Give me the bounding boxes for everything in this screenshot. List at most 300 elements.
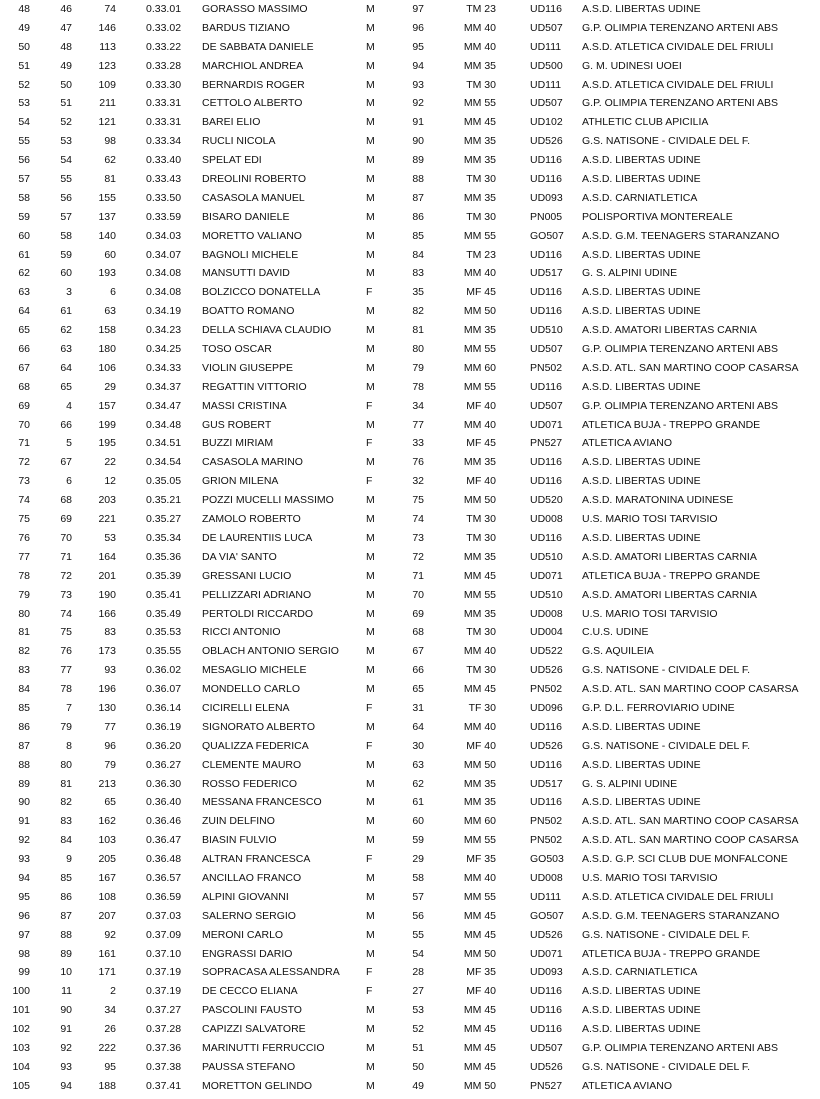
athlete-name: DREOLINI ROBERTO <box>202 173 307 186</box>
finish-time: 0.37.27 <box>146 1004 182 1017</box>
club-name: ATLETICA BUJA - TREPPO GRANDE <box>582 418 761 431</box>
club-code: UD116 <box>530 286 562 299</box>
club-code: UD116 <box>530 1023 562 1036</box>
category-position: 52 <box>60 116 72 129</box>
table-row <box>0 982 820 1001</box>
category-rank: 90 <box>412 135 424 148</box>
athlete-name: BUZZI MIRIAM <box>202 437 274 450</box>
club-name: G.S. NATISONE - CIVIDALE DEL F. <box>582 739 751 752</box>
bib-number: 164 <box>98 550 116 563</box>
category-name: MM 55 <box>463 834 496 847</box>
category-name: MM 35 <box>463 135 496 148</box>
finish-time: 0.34.07 <box>146 248 182 261</box>
bib-number: 62 <box>104 154 116 167</box>
category-name: TM 30 <box>466 626 496 639</box>
finish-time: 0.36.57 <box>146 871 182 884</box>
club-code: PN502 <box>530 683 563 696</box>
club-name: A.S.D. CARNIATLETICA <box>582 966 698 979</box>
table-row <box>0 302 820 321</box>
overall-position: 49 <box>18 21 30 34</box>
club-code: PN502 <box>530 834 563 847</box>
category-position: 5 <box>66 437 72 450</box>
table-row <box>0 472 820 491</box>
table-row <box>0 510 820 529</box>
bib-number: 113 <box>99 40 116 53</box>
bib-number: 6 <box>110 286 116 299</box>
sex: M <box>366 21 375 34</box>
club-code: UD116 <box>530 475 562 488</box>
category-rank: 91 <box>412 116 424 129</box>
athlete-name: PAUSSA STEFANO <box>202 1060 296 1073</box>
table-row <box>0 945 820 964</box>
category-name: MF 40 <box>466 475 496 488</box>
category-name: TM 30 <box>466 78 496 91</box>
sex: M <box>366 947 375 960</box>
athlete-name: CASASOLA MANUEL <box>202 191 305 204</box>
club-name: U.S. MARIO TOSI TARVISIO <box>582 607 718 620</box>
club-name: A.S.D. LIBERTAS UDINE <box>582 1023 701 1036</box>
sex: M <box>366 569 375 582</box>
table-row <box>0 378 820 397</box>
sex: M <box>366 607 375 620</box>
athlete-name: RICCI ANTONIO <box>202 626 281 639</box>
club-code: UD116 <box>530 305 562 318</box>
table-row <box>0 756 820 775</box>
club-name: A.S.D. MARATONINA UDINESE <box>582 494 734 507</box>
bib-number: 98 <box>104 135 116 148</box>
category-rank: 82 <box>412 305 424 318</box>
athlete-name: MESAGLIO MICHELE <box>202 664 307 677</box>
finish-time: 0.33.02 <box>146 21 182 34</box>
club-name: G.P. D.L. FERROVIARIO UDINE <box>582 701 735 714</box>
sex: M <box>366 890 375 903</box>
category-name: MM 50 <box>463 1079 496 1092</box>
table-row <box>0 548 820 567</box>
club-name: G.S. NATISONE - CIVIDALE DEL F. <box>582 664 751 677</box>
sex: M <box>366 343 375 356</box>
category-rank: 57 <box>412 890 424 903</box>
category-rank: 87 <box>412 191 424 204</box>
category-rank: 66 <box>412 664 424 677</box>
athlete-name: BOLZICCO DONATELLA <box>202 286 321 299</box>
bib-number: 158 <box>98 324 116 337</box>
club-name: ATHLETIC CLUB APICILIA <box>582 116 709 129</box>
club-code: UD116 <box>530 720 562 733</box>
table-row <box>0 1077 820 1096</box>
athlete-name: ZUIN DELFINO <box>202 815 275 828</box>
category-name: MM 45 <box>463 683 496 696</box>
club-code: GO503 <box>530 853 564 866</box>
overall-position: 100 <box>12 985 30 998</box>
category-position: 66 <box>60 418 72 431</box>
club-name: G. M. UDINESI UOEI <box>582 59 682 72</box>
category-position: 86 <box>60 890 72 903</box>
club-code: PN527 <box>530 1079 563 1092</box>
overall-position: 86 <box>18 720 30 733</box>
club-code: UD116 <box>530 456 562 469</box>
club-code: GO507 <box>530 909 564 922</box>
club-name: A.S.D. LIBERTAS UDINE <box>582 985 701 998</box>
category-position: 53 <box>60 135 72 148</box>
category-rank: 63 <box>412 758 424 771</box>
overall-position: 74 <box>18 494 30 507</box>
club-code: UD500 <box>530 59 563 72</box>
club-name: A.S.D. AMATORI LIBERTAS CARNIA <box>582 550 757 563</box>
category-rank: 50 <box>412 1060 424 1073</box>
sex: M <box>366 380 375 393</box>
overall-position: 95 <box>18 890 30 903</box>
category-name: MM 35 <box>463 456 496 469</box>
overall-position: 90 <box>18 796 30 809</box>
finish-time: 0.37.41 <box>146 1079 182 1092</box>
finish-time: 0.34.03 <box>146 229 182 242</box>
table-row <box>0 76 820 95</box>
club-name: A.S.D. LIBERTAS UDINE <box>582 305 701 318</box>
category-name: MM 35 <box>463 796 496 809</box>
finish-time: 0.37.28 <box>146 1023 182 1036</box>
overall-position: 87 <box>18 739 30 752</box>
category-position: 60 <box>60 267 72 280</box>
table-row <box>0 19 820 38</box>
category-position: 77 <box>60 664 72 677</box>
sex: M <box>366 494 375 507</box>
category-position: 75 <box>60 626 72 639</box>
finish-time: 0.36.02 <box>146 664 182 677</box>
club-code: UD116 <box>530 1004 562 1017</box>
category-position: 7 <box>66 701 72 714</box>
overall-position: 59 <box>18 210 30 223</box>
finish-time: 0.37.19 <box>146 985 182 998</box>
sex: F <box>366 701 373 714</box>
sex: M <box>366 267 375 280</box>
overall-position: 91 <box>18 815 30 828</box>
category-position: 54 <box>60 154 72 167</box>
bib-number: 83 <box>104 626 116 639</box>
table-row <box>0 737 820 756</box>
category-rank: 52 <box>412 1023 424 1036</box>
sex: M <box>366 116 375 129</box>
finish-time: 0.34.25 <box>146 343 182 356</box>
sex: F <box>366 966 373 979</box>
bib-number: 201 <box>98 569 116 582</box>
category-position: 67 <box>60 456 72 469</box>
category-position: 92 <box>60 1041 72 1054</box>
overall-position: 84 <box>18 683 30 696</box>
athlete-name: DE LAURENTIIS LUCA <box>202 531 313 544</box>
category-name: MM 40 <box>463 418 496 431</box>
club-code: UD008 <box>530 513 563 526</box>
bib-number: 155 <box>98 191 116 204</box>
category-position: 76 <box>60 645 72 658</box>
overall-position: 72 <box>18 456 30 469</box>
category-position: 73 <box>60 588 72 601</box>
category-name: MM 45 <box>463 909 496 922</box>
finish-time: 0.33.34 <box>146 135 182 148</box>
sex: M <box>366 550 375 563</box>
table-row <box>0 151 820 170</box>
finish-time: 0.37.36 <box>146 1041 182 1054</box>
bib-number: 188 <box>98 1079 116 1092</box>
sex: M <box>366 361 375 374</box>
table-row <box>0 359 820 378</box>
bib-number: 211 <box>99 97 116 110</box>
club-name: A.S.D. LIBERTAS UDINE <box>582 475 701 488</box>
table-row <box>0 623 820 642</box>
category-name: TF 30 <box>468 701 496 714</box>
category-name: MM 55 <box>463 343 496 356</box>
category-position: 10 <box>60 966 72 979</box>
athlete-name: BARDUS TIZIANO <box>202 21 290 34</box>
category-name: TM 30 <box>466 210 496 223</box>
athlete-name: MORETTON GELINDO <box>202 1079 313 1092</box>
category-name: MM 40 <box>463 21 496 34</box>
sex: F <box>366 286 373 299</box>
finish-time: 0.37.19 <box>146 966 182 979</box>
sex: F <box>366 985 373 998</box>
table-row <box>0 586 820 605</box>
category-rank: 61 <box>412 796 424 809</box>
athlete-name: PELLIZZARI ADRIANO <box>202 588 312 601</box>
athlete-name: BAGNOLI MICHELE <box>202 248 299 261</box>
overall-position: 97 <box>18 928 30 941</box>
bib-number: 74 <box>104 3 116 15</box>
category-rank: 95 <box>412 40 424 53</box>
category-rank: 72 <box>412 550 424 563</box>
sex: M <box>366 909 375 922</box>
club-code: UD510 <box>530 550 563 563</box>
club-code: UD507 <box>530 21 563 34</box>
category-position: 82 <box>60 796 72 809</box>
finish-time: 0.36.40 <box>146 796 182 809</box>
finish-time: 0.36.46 <box>146 815 182 828</box>
club-code: UD116 <box>530 531 562 544</box>
table-row <box>0 189 820 208</box>
table-row <box>0 491 820 510</box>
sex: M <box>366 531 375 544</box>
athlete-name: ENGRASSI DARIO <box>202 947 293 960</box>
sex: M <box>366 1004 375 1017</box>
bib-number: 137 <box>98 210 116 223</box>
category-name: MM 45 <box>463 116 496 129</box>
overall-position: 56 <box>18 154 30 167</box>
finish-time: 0.35.34 <box>146 531 182 544</box>
category-rank: 71 <box>412 569 424 582</box>
category-position: 65 <box>60 380 72 393</box>
athlete-name: PASCOLINI FAUSTO <box>202 1004 302 1017</box>
table-row <box>0 850 820 869</box>
overall-position: 51 <box>18 59 30 72</box>
category-rank: 56 <box>412 909 424 922</box>
bib-number: 203 <box>98 494 116 507</box>
club-name: A.S.D. G.M. TEENAGERS STARANZANO <box>582 229 780 242</box>
sex: M <box>366 928 375 941</box>
club-code: UD093 <box>530 966 563 979</box>
club-code: UD071 <box>530 947 563 960</box>
category-name: TM 30 <box>466 664 496 677</box>
sex: M <box>366 1041 375 1054</box>
category-name: MF 35 <box>466 966 496 979</box>
sex: F <box>366 853 373 866</box>
category-rank: 58 <box>412 871 424 884</box>
athlete-name: POZZI MUCELLI MASSIMO <box>202 494 334 507</box>
table-row <box>0 831 820 850</box>
category-rank: 30 <box>412 739 424 752</box>
sex: M <box>366 78 375 91</box>
bib-number: 81 <box>104 173 116 186</box>
table-row <box>0 283 820 302</box>
athlete-name: MARINUTTI FERRUCCIO <box>202 1041 325 1054</box>
club-code: UD116 <box>530 154 562 167</box>
bib-number: 196 <box>98 683 116 696</box>
category-rank: 79 <box>412 361 424 374</box>
category-position: 93 <box>60 1060 72 1073</box>
bib-number: 92 <box>104 928 116 941</box>
bib-number: 106 <box>98 361 116 374</box>
club-name: A.S.D. G.P. SCI CLUB DUE MONFALCONE <box>582 853 788 866</box>
category-rank: 27 <box>412 985 424 998</box>
category-name: MF 35 <box>466 853 496 866</box>
category-rank: 55 <box>412 928 424 941</box>
category-rank: 34 <box>412 399 424 412</box>
club-name: G.P. OLIMPIA TERENZANO ARTENI ABS <box>582 1041 779 1054</box>
finish-time: 0.36.47 <box>146 834 182 847</box>
overall-position: 81 <box>18 626 30 639</box>
athlete-name: TOSO OSCAR <box>202 343 272 356</box>
bib-number: 199 <box>98 418 116 431</box>
finish-time: 0.33.43 <box>146 173 182 186</box>
athlete-name: DELLA SCHIAVA CLAUDIO <box>202 324 332 337</box>
club-code: UD071 <box>530 418 563 431</box>
club-code: UD517 <box>530 777 563 790</box>
category-position: 64 <box>60 361 72 374</box>
category-rank: 94 <box>412 59 424 72</box>
athlete-name: MASSI CRISTINA <box>202 399 287 412</box>
category-position: 68 <box>60 494 72 507</box>
finish-time: 0.36.27 <box>146 758 182 771</box>
category-name: MF 45 <box>466 437 496 450</box>
category-name: MM 55 <box>463 229 496 242</box>
finish-time: 0.36.30 <box>146 777 182 790</box>
sex: M <box>366 135 375 148</box>
sex: M <box>366 229 375 242</box>
category-name: MM 35 <box>463 324 496 337</box>
overall-position: 61 <box>18 248 30 261</box>
category-rank: 32 <box>412 475 424 488</box>
category-rank: 78 <box>412 380 424 393</box>
athlete-name: DE CECCO ELIANA <box>202 985 298 998</box>
bib-number: 22 <box>104 456 116 469</box>
club-code: UD507 <box>530 343 563 356</box>
club-name: G.P. OLIMPIA TERENZANO ARTENI ABS <box>582 21 779 34</box>
club-name: A.S.D. ATLETICA CIVIDALE DEL FRIULI <box>582 890 774 903</box>
athlete-name: MONDELLO CARLO <box>202 683 301 696</box>
finish-time: 0.34.19 <box>146 305 182 318</box>
sex: M <box>366 834 375 847</box>
finish-time: 0.35.41 <box>146 588 182 601</box>
category-name: MM 40 <box>463 645 496 658</box>
finish-time: 0.33.59 <box>146 210 182 223</box>
table-row <box>0 605 820 624</box>
category-name: MM 45 <box>463 569 496 582</box>
athlete-name: ANCILLAO FRANCO <box>202 871 302 884</box>
sex: M <box>366 626 375 639</box>
bib-number: 157 <box>98 399 116 412</box>
category-position: 63 <box>60 343 72 356</box>
sex: M <box>366 173 375 186</box>
sex: M <box>366 1079 375 1092</box>
bib-number: 193 <box>98 267 116 280</box>
overall-position: 80 <box>18 607 30 620</box>
sex: M <box>366 758 375 771</box>
category-position: 69 <box>60 513 72 526</box>
table-row <box>0 453 820 472</box>
bib-number: 108 <box>98 890 116 903</box>
category-name: MM 35 <box>463 154 496 167</box>
category-name: MM 50 <box>463 494 496 507</box>
athlete-name: ALTRAN FRANCESCA <box>202 853 311 866</box>
athlete-name: CAPIZZI SALVATORE <box>202 1023 306 1036</box>
category-rank: 76 <box>412 456 424 469</box>
category-position: 85 <box>60 871 72 884</box>
sex: M <box>366 1023 375 1036</box>
sex: M <box>366 588 375 601</box>
club-code: UD102 <box>530 116 563 129</box>
sex: M <box>366 210 375 223</box>
category-rank: 69 <box>412 607 424 620</box>
category-name: TM 23 <box>466 3 496 15</box>
category-rank: 51 <box>412 1041 424 1054</box>
category-rank: 86 <box>412 210 424 223</box>
category-rank: 74 <box>412 513 424 526</box>
category-name: MM 35 <box>463 59 496 72</box>
bib-number: 77 <box>104 720 116 733</box>
club-name: ATLETICA AVIANO <box>582 1079 673 1092</box>
overall-position: 48 <box>18 3 30 15</box>
finish-time: 0.34.51 <box>146 437 182 450</box>
finish-time: 0.37.09 <box>146 928 182 941</box>
bib-number: 162 <box>98 815 116 828</box>
sex: M <box>366 40 375 53</box>
bib-number: 95 <box>104 1060 116 1073</box>
sex: M <box>366 513 375 526</box>
bib-number: 2 <box>110 985 116 998</box>
overall-position: 77 <box>18 550 30 563</box>
club-name: A.S.D. LIBERTAS UDINE <box>582 154 701 167</box>
bib-number: 26 <box>104 1023 116 1036</box>
category-name: TM 30 <box>466 531 496 544</box>
athlete-name: GUS ROBERT <box>202 418 272 431</box>
club-code: UD116 <box>530 985 562 998</box>
athlete-name: BERNARDIS ROGER <box>202 78 305 91</box>
club-code: UD116 <box>530 380 562 393</box>
category-rank: 73 <box>412 531 424 544</box>
club-code: PN527 <box>530 437 563 450</box>
finish-time: 0.35.05 <box>146 475 182 488</box>
overall-position: 102 <box>12 1023 30 1036</box>
overall-position: 104 <box>12 1060 30 1073</box>
finish-time: 0.34.33 <box>146 361 182 374</box>
table-row <box>0 718 820 737</box>
finish-time: 0.36.20 <box>146 739 182 752</box>
category-name: MM 55 <box>463 890 496 903</box>
club-code: UD526 <box>530 1060 563 1073</box>
athlete-name: REGATTIN VITTORIO <box>202 380 307 393</box>
club-code: UD116 <box>530 796 562 809</box>
sex: F <box>366 437 373 450</box>
finish-time: 0.35.49 <box>146 607 182 620</box>
category-rank: 53 <box>412 1004 424 1017</box>
bib-number: 29 <box>104 380 116 393</box>
